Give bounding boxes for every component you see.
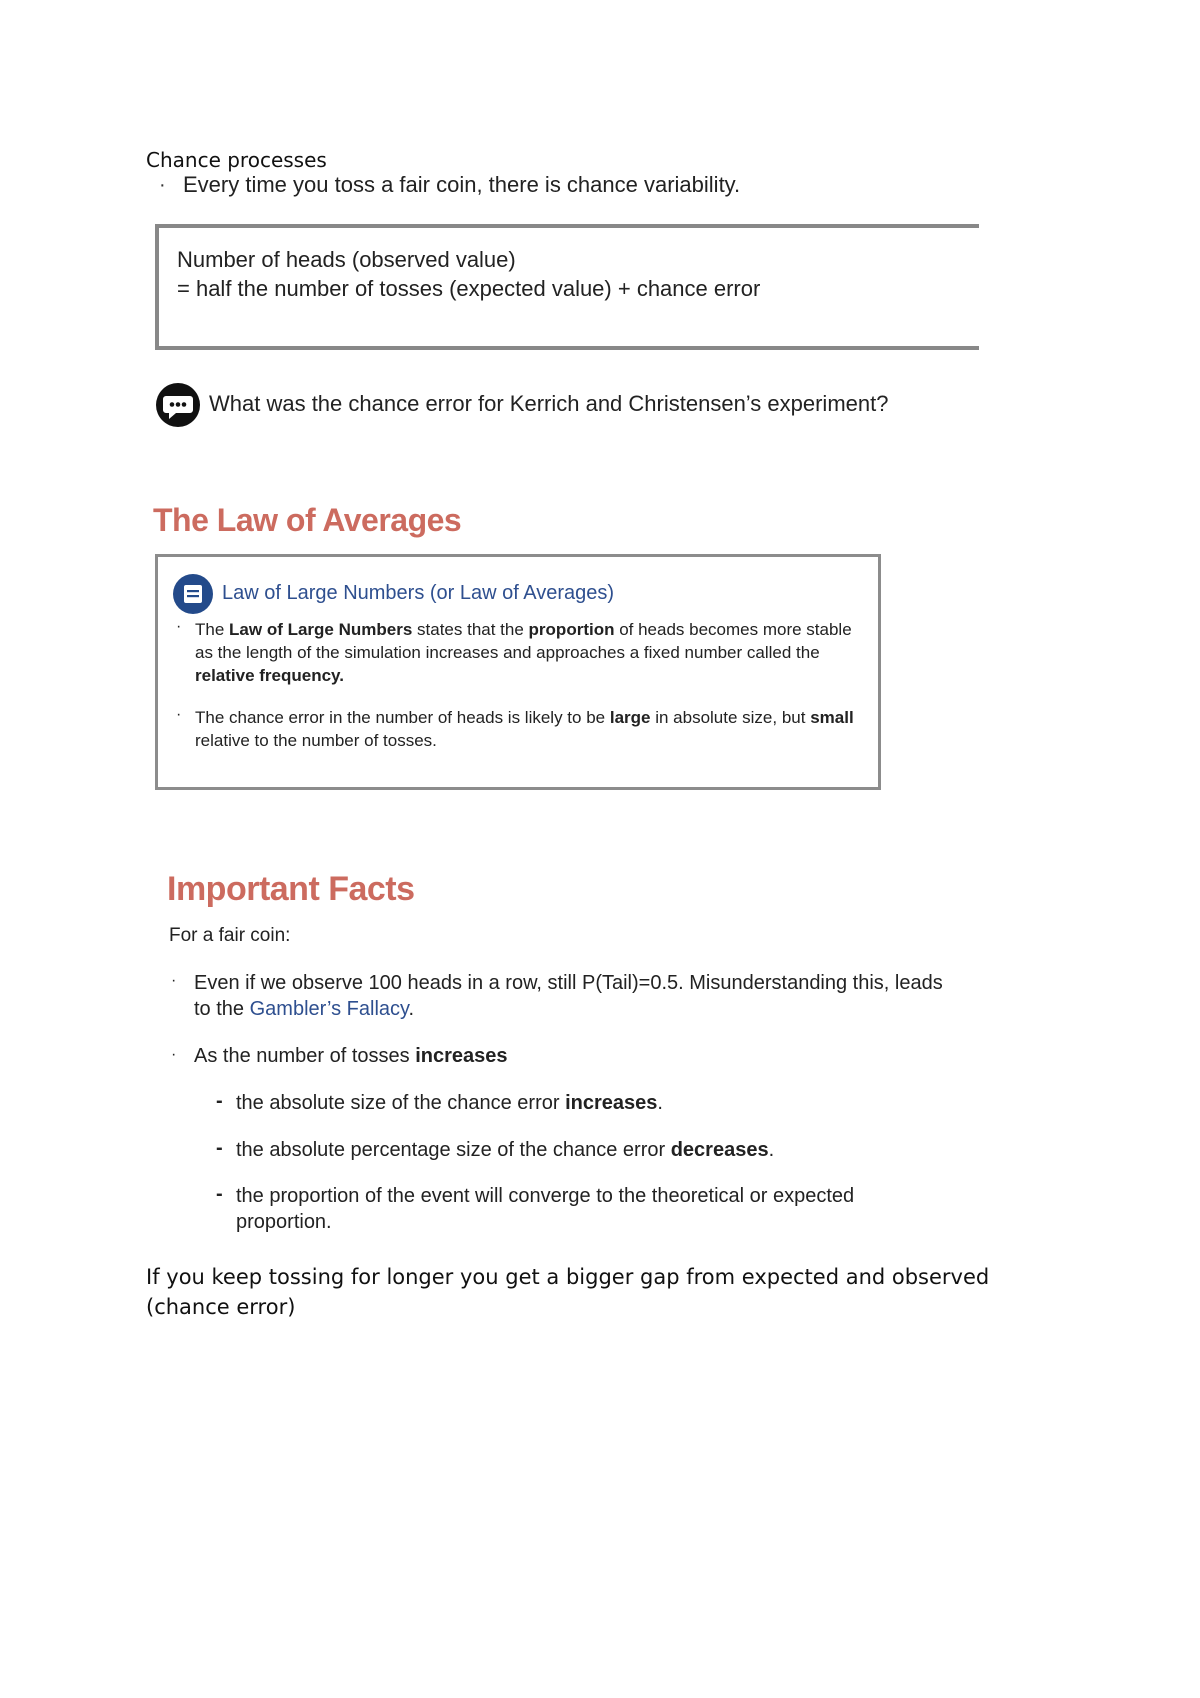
- final-note: If you keep tossing for longer you get a bigger gap from expected and observed (chance error): [146, 1265, 990, 1319]
- facts-intro: For a fair coin:: [169, 925, 291, 946]
- sub-bullet-1: the absolute size of the chance error increases.: [236, 1092, 663, 1114]
- facts-heading: Important Facts: [167, 870, 415, 908]
- law-bullet-1: The Law of Large Numbers states that the proportion of heads becomes more stable as the length of the simulation increases and approaches a fixed number called the relative frequency.: [195, 620, 852, 685]
- section-title: Chance processes: [146, 148, 327, 172]
- question-text: What was the chance error for Kerrich and Christensen’s experiment?: [209, 391, 889, 416]
- chance-bullet-text: Every time you toss a fair coin, there is chance variability.: [183, 172, 741, 197]
- bullet-marker: ·: [171, 1046, 177, 1063]
- dash-marker: -: [216, 1183, 223, 1205]
- bullet-marker: ·: [176, 706, 182, 723]
- document-icon: [172, 573, 214, 615]
- law-heading: The Law of Averages: [153, 502, 462, 538]
- bullet-marker: ·: [159, 174, 166, 196]
- chat-bubble-icon: [155, 382, 201, 428]
- bullet-marker: ·: [171, 972, 177, 989]
- law-box-title: Law of Large Numbers (or Law of Averages): [222, 582, 615, 604]
- fact-bullet-2: As the number of tosses increases: [194, 1045, 508, 1067]
- sub-bullet-3: the proportion of the event will converge to the theoretical or expected proportion.: [236, 1185, 855, 1233]
- bullet-marker: ·: [176, 618, 182, 635]
- sub-bullet-2: the absolute percentage size of the chance error decreases.: [236, 1139, 775, 1161]
- dash-marker: -: [216, 1137, 223, 1159]
- gamblers-fallacy-link[interactable]: Gambler’s Fallacy: [249, 998, 409, 1020]
- law-bullet-2: The chance error in the number of heads is likely to be large in absolute size, but small relative to the number of tosses.: [195, 708, 854, 750]
- formula-line-2: = half the number of tosses (expected value) + chance error: [177, 276, 761, 301]
- formula-line-1: Number of heads (observed value): [177, 247, 516, 272]
- dash-marker: -: [216, 1090, 223, 1112]
- fact-bullet-1: Even if we observe 100 heads in a row, still P(Tail)=0.5. Misunderstanding this, leads to the Gambler’s Fallacy.: [194, 972, 943, 1020]
